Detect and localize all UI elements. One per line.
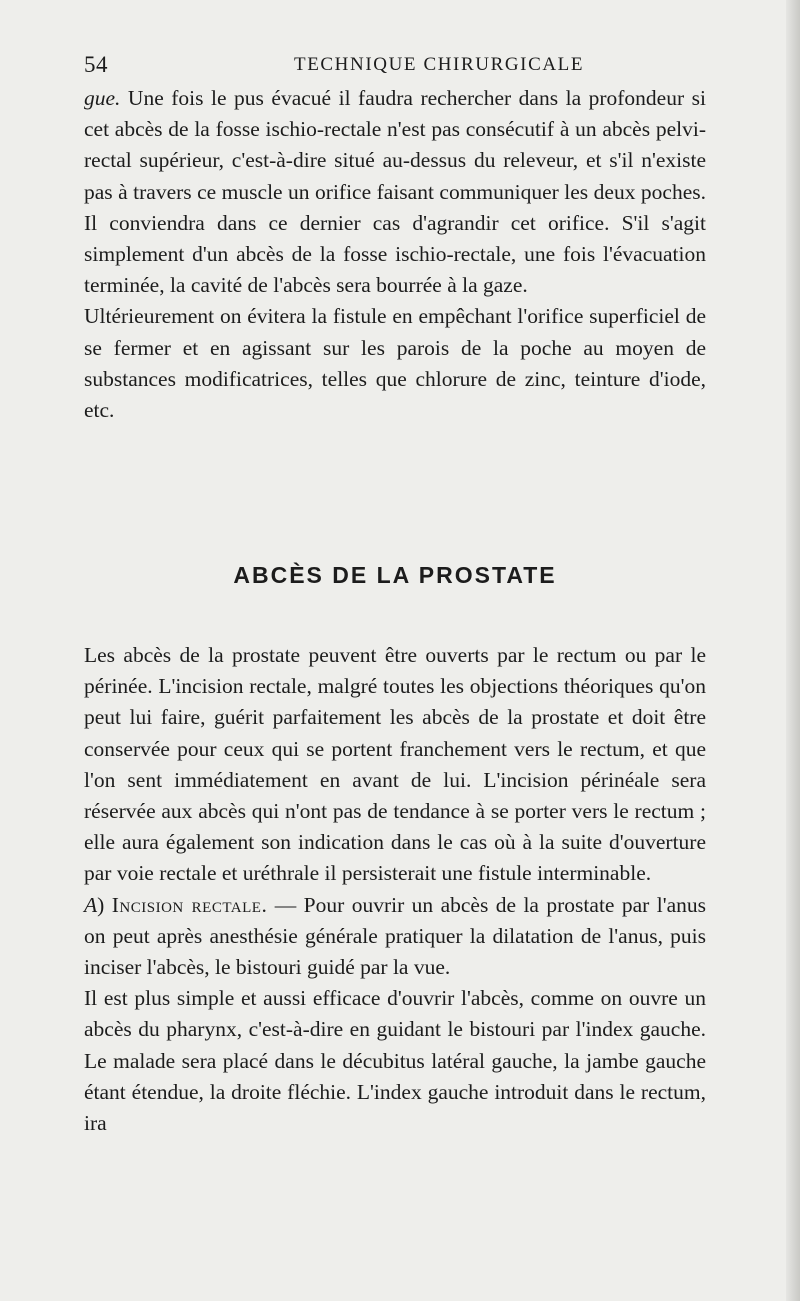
paragraph-text: Ultérieurement on évitera la fistule en empêchant l'orifice superficiel de se fermer et en agissant sur les parois de la poche au moyen de substances modificatrices, telles que chlorure de zinc, teinture d'iode, etc.	[84, 304, 706, 423]
paragraph-text: Il est plus simple et aussi efficace d'ouvrir l'abcès, comme on ouvre un abcès du pharynx, c'est-à-dire en guidant le bistouri par l'index gauche. Le malade sera placé dans le décubitus latéral gauche, la jambe gauche étant étendue, la droite fléchie. L'index gauche introduit dans le rectum, ira	[84, 986, 706, 1136]
paragraph	[84, 301, 706, 426]
paragraph	[84, 983, 706, 1139]
paragraph	[84, 890, 706, 984]
text-block-after-heading	[84, 640, 706, 1139]
paragraph-text: Une fois le pus évacué il faudra rechercher dans la profondeur si cet abcès de la fosse ischio-rectale n'est pas consécutif à un abcès pelvi-rectal supérieur, c'est-à-dire situé au-dessus du releveur, et s'il n'existe pas à travers ce muscle un orifice faisant communiquer les deux poches. Il conviendra dans ce dernier cas d'agrandir cet orifice. S'il s'agit simplement d'un abcès de la fosse ischio-rectale, une fois l'évacuation terminée, la cavité de l'abcès sera bourrée à la gaze.	[84, 86, 706, 298]
running-title: TECHNIQUE CHIRURGICALE	[294, 54, 585, 75]
paragraph-lead: gue.	[84, 86, 121, 110]
page-edge	[786, 0, 800, 1301]
subsection-letter: A	[84, 892, 98, 917]
paragraph	[84, 640, 706, 890]
text-block-before-heading	[84, 83, 706, 426]
paragraph	[84, 83, 706, 301]
page-header	[84, 52, 706, 76]
subsection-title: Incision rectale.	[111, 892, 268, 917]
section-heading: ABCÈS DE LA PROSTATE	[233, 562, 557, 588]
paragraph-text: — Pour ouvrir un abcès de la prostate par l'anus on peut après anesthésie générale pratiquer la dilatation de l'anus, puis inciser l'abcès, le bistouri guidé par la vue.	[84, 892, 707, 980]
page-number: 54	[84, 52, 108, 77]
paragraph-text: Les abcès de la prostate peuvent être ouverts par le rectum ou par le périnée. L'incision rectale, malgré toutes les objections théoriques qu'on peut lui faire, guérit parfaitement les abcès de la prostate et doit être conservée pour ceux qui se portent franchement vers le rectum, et que l'on sent immédiatement en avant de lui. L'incision périnéale sera réservée aux abcès qui n'ont pas de tendance à se porter vers le rectum ; elle aura également son indication dans le cas où à la suite d'ouverture par voie rectale et uréthrale il persisterait une fistule interminable.	[84, 643, 706, 886]
subsection-paren: )	[97, 892, 112, 917]
